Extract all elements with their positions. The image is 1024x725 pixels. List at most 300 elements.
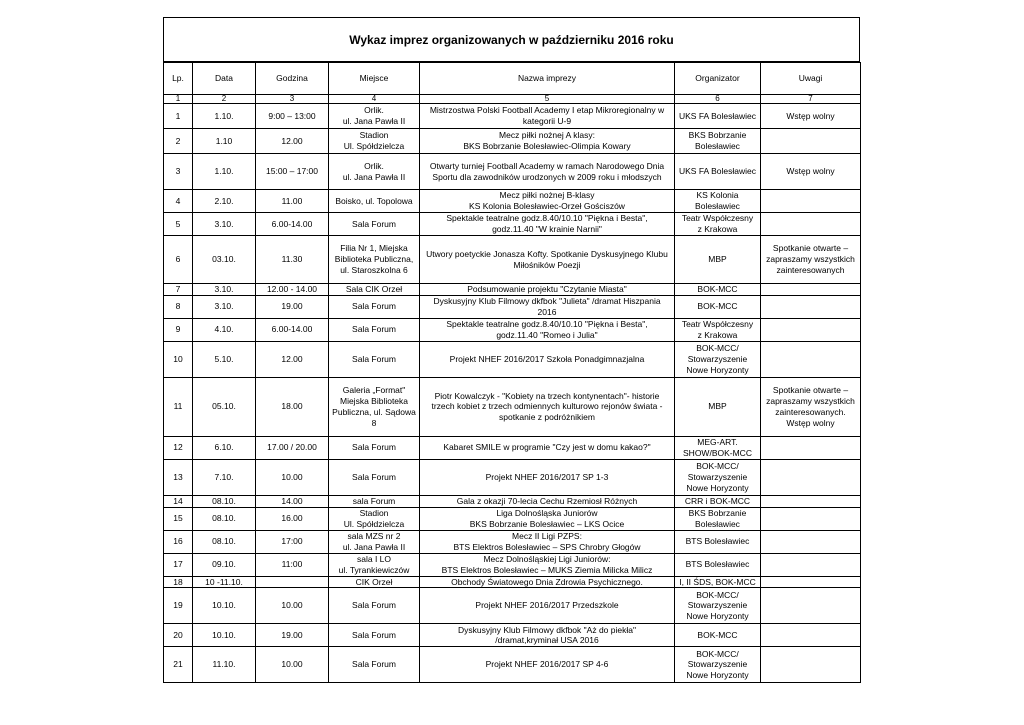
cell-data: 08.10. [193,507,256,530]
cell-lp: 16 [164,530,193,553]
cell-lp: 3 [164,154,193,190]
cell-nazwa-line: Projekt NHEF 2016/2017 Szkoła Ponadgimnazjalna [449,353,645,364]
cell-lp: 9 [164,318,193,341]
cell-lp: 5 [164,213,193,236]
header-row [164,63,861,95]
table-row [164,213,861,236]
cell-data: 11.10. [193,647,256,683]
cell-nazwa-line: Mecz II Ligi PZPS: [512,530,582,541]
cell-organizator-line: BTS Bolesławiec [685,559,750,570]
table-row [164,154,861,190]
cell-organizator [675,341,761,377]
cell-miejsce-line: Orlik. [364,160,384,171]
cell-data: 3.10. [193,284,256,296]
cell-nazwa-line: KS Kolonia Bolesławiec-Orzeł Gościszów [469,201,625,211]
header-lp: Lp. [164,63,193,95]
cell-godzina: 12.00 [256,129,329,154]
cell-lp: 17 [164,553,193,576]
cell-nazwa [420,236,675,284]
cell-nazwa-line: godz.11.40 "Romeo i Julia" [496,329,598,340]
cell-uwagi-line: Wstęp wolny [786,417,835,428]
header-miejsce: Miejsce [329,63,420,95]
cell-nazwa [420,377,675,436]
cell-organizator-line: BOK-MCC [697,301,738,312]
cell-miejsce-line: Sala Forum [352,629,396,640]
cell-organizator-line: Nowe Horyzonty [686,611,749,622]
cell-miejsce [329,588,420,624]
cell-lp: 12 [164,436,193,459]
cell-organizator-line: BTS Bolesławiec [685,536,750,547]
cell-nazwa [420,284,675,296]
cell-miejsce [329,553,420,576]
column-number: 4 [329,95,420,104]
cell-organizator-line: I, II ŚDS, BOK-MCC [679,576,756,587]
cell-miejsce-line: Sala Forum [352,324,396,335]
cell-nazwa-line: Mecz piłki nożnej B-klasy [499,190,595,201]
cell-godzina: 6.00-14.00 [256,318,329,341]
cell-organizator [675,647,761,683]
cell-organizator [675,213,761,236]
cell-data: 10.10. [193,624,256,647]
cell-godzina: 10.00 [256,588,329,624]
cell-lp: 15 [164,507,193,530]
cell-nazwa-line: Spektakle teatralne godz.8.40/10.10 "Piękna i Besta", [446,319,648,329]
cell-nazwa-line: BTS Elektros Bolesławiec – SPS Chrobry Głogów [453,541,641,552]
table-row [164,436,861,459]
cell-godzina: 10.00 [256,459,329,495]
cell-data: 3.10. [193,295,256,318]
column-number-row [164,95,861,104]
cell-miejsce [329,295,420,318]
cell-organizator-line: BOK-MCC/ [696,461,739,472]
cell-uwagi-line: zapraszamy wszystkich [766,396,855,406]
cell-uwagi [761,436,861,459]
cell-miejsce-line: Sala Forum [352,301,396,312]
cell-uwagi [761,459,861,495]
cell-uwagi-line: zainteresowanych [776,264,845,275]
events-table [163,62,861,683]
cell-organizator-line: z Krakowa [697,329,738,340]
cell-data: 1.10 [193,129,256,154]
cell-uwagi [761,104,861,129]
cell-godzina: 19.00 [256,624,329,647]
cell-data: 09.10. [193,553,256,576]
cell-godzina: 11:00 [256,553,329,576]
cell-miejsce-line: 8 [371,417,377,428]
cell-uwagi [761,588,861,624]
cell-godzina: 18.00 [256,377,329,436]
cell-nazwa [420,588,675,624]
table-row [164,553,861,576]
cell-organizator-line: KS Kolonia [696,190,739,201]
cell-godzina: 11.30 [256,236,329,284]
cell-organizator-line: Nowe Horyzonty [686,364,749,375]
cell-lp: 21 [164,647,193,683]
cell-miejsce-line: Sala Forum [352,353,396,364]
cell-miejsce-line: Ul. Spółdzielcza [343,518,405,529]
cell-data: 08.10. [193,495,256,507]
cell-uwagi [761,295,861,318]
cell-godzina: 15:00 – 17:00 [256,154,329,190]
cell-lp: 1 [164,104,193,129]
table-row [164,495,861,507]
document-title: Wykaz imprez organizowanych w październiku 2016 roku [349,32,674,47]
cell-nazwa-line: Projekt NHEF 2016/2017 SP 1-3 [485,471,609,482]
cell-uwagi [761,190,861,213]
cell-lp: 19 [164,588,193,624]
cell-nazwa-line: Miłośników Poezji [513,259,581,270]
cell-lp: 14 [164,495,193,507]
table-row [164,377,861,436]
cell-miejsce-line: ul. Tyrankiewiczów [338,564,410,575]
cell-organizator-line: Teatr Współczesny [681,319,754,329]
cell-nazwa [420,190,675,213]
cell-organizator [675,436,761,459]
cell-lp: 4 [164,190,193,213]
cell-miejsce-line: Sala CIK Orzeł [345,284,403,294]
cell-miejsce [329,647,420,683]
cell-nazwa-line: Gala z okazji 70-lecia Cechu Rzemiosł Różnych [456,495,638,506]
cell-data: 10 -11.10. [193,576,256,588]
cell-data: 1.10. [193,154,256,190]
cell-lp: 8 [164,295,193,318]
cell-lp: 2 [164,129,193,154]
header-uwagi: Uwagi [761,63,861,95]
cell-organizator-line: BOK-MCC [697,629,738,640]
cell-miejsce [329,341,420,377]
cell-organizator [675,190,761,213]
cell-godzina: 16.00 [256,507,329,530]
cell-nazwa [420,530,675,553]
table-row [164,624,861,647]
cell-uwagi [761,154,861,190]
cell-organizator-line: z Krakowa [697,224,738,234]
cell-godzina: 9:00 – 13:00 [256,104,329,129]
cell-organizator-line: Bolesławiec [695,201,740,211]
header-godzina: Godzina [256,63,329,95]
cell-godzina: 19.00 [256,295,329,318]
cell-nazwa-line: Mecz piłki nożnej A klasy: [499,130,595,141]
cell-miejsce-line: sala Forum [352,495,396,506]
cell-organizator [675,459,761,495]
cell-godzina: 17:00 [256,530,329,553]
table-row [164,190,861,213]
cell-godzina: 11.00 [256,190,329,213]
cell-nazwa-line: Spektakle teatralne godz.8.40/10.10 "Piękna i Besta", [446,213,648,224]
cell-uwagi [761,576,861,588]
cell-nazwa-line: Dyskusyjny Klub Filmowy dkfbok "Aż do piekła" [458,624,636,635]
cell-organizator [675,588,761,624]
cell-miejsce-line: ul. Jana Pawła II [342,116,406,126]
cell-miejsce-line: CIK Orzeł [355,576,393,587]
cell-miejsce [329,104,420,129]
cell-miejsce-line: Publiczna, ul. Sądowa [332,406,416,417]
cell-uwagi [761,553,861,576]
cell-organizator-line: Stowarzyszenie [687,659,748,670]
cell-miejsce [329,284,420,296]
header-organizator: Organizator [675,63,761,95]
cell-nazwa-line: Mistrzostwa Polski Football Academy I etap Mikroregionalny w [429,105,665,116]
cell-organizator [675,624,761,647]
cell-organizator-line: Teatr Współczesny [681,213,754,224]
cell-organizator-line: MEG-ART. [697,437,738,447]
cell-nazwa [420,495,675,507]
cell-uwagi [761,495,861,507]
cell-miejsce-line: Galeria „Format" [342,385,406,396]
table-row [164,295,861,318]
cell-miejsce-line: ul. Staroszkolna 6 [340,264,408,275]
cell-nazwa-line: spotkanie z podróżnikiem [499,412,595,423]
cell-organizator-line: UKS FA Bolesławiec [678,110,756,121]
cell-uwagi [761,318,861,341]
table-row [164,104,861,129]
column-number: 1 [164,95,193,104]
cell-nazwa [420,213,675,236]
cell-miejsce [329,236,420,284]
cell-nazwa-line: Projekt NHEF 2016/2017 SP 4-6 [485,659,609,670]
header-data: Data [193,63,256,95]
cell-uwagi-line: zainteresowanych. [775,406,846,417]
cell-organizator-line: CRR i BOK-MCC [684,495,751,506]
cell-nazwa-line: Kabaret SMILE w programie "Czy jest w domu kakao?" [443,442,651,453]
cell-nazwa-line: godz.11.40 "W krainie Narnii" [492,224,602,234]
cell-uwagi [761,530,861,553]
cell-miejsce [329,495,420,507]
cell-nazwa-line: BTS Elektros Bolesławiec – MUKS Ziemia Milicka Milicz [441,564,653,575]
cell-organizator-line: BKS Bobrzanie [688,130,747,141]
cell-nazwa-line: Utwory poetyckie Jonasza Kofty. Spotkanie Dyskusyjnego Klubu [426,248,668,259]
cell-uwagi [761,284,861,296]
table-row [164,236,861,284]
cell-lp: 7 [164,284,193,296]
cell-godzina: 6.00-14.00 [256,213,329,236]
cell-miejsce-line: Biblioteka Publiczna, [334,254,414,265]
cell-miejsce-line: Miejska Biblioteka [339,396,409,406]
cell-data: 03.10. [193,236,256,284]
cell-miejsce-line: ul. Jana Pawła II [342,171,406,182]
cell-uwagi [761,213,861,236]
cell-organizator-line: MBP [708,254,727,265]
cell-data: 7.10. [193,459,256,495]
cell-nazwa [420,154,675,190]
cell-nazwa-line: 2016 [537,306,557,317]
cell-organizator-line: Bolesławiec [695,518,740,529]
cell-data: 5.10. [193,341,256,377]
cell-nazwa-line: Sportu dla zawodników urodzonych w 2009 roku i młodszych [432,171,662,182]
cell-miejsce [329,530,420,553]
cell-nazwa-line: kategorii U-9 [522,116,572,126]
cell-uwagi [761,507,861,530]
cell-organizator [675,104,761,129]
cell-uwagi [761,647,861,683]
cell-miejsce [329,213,420,236]
cell-miejsce-line: Sala Forum [352,659,396,670]
cell-miejsce [329,129,420,154]
cell-miejsce-line: Sala Forum [352,471,396,482]
cell-organizator-line: BOK-MCC/ [696,589,739,600]
cell-organizator-line: BOK-MCC/ [696,648,739,659]
table-row [164,129,861,154]
cell-miejsce [329,154,420,190]
cell-nazwa [420,295,675,318]
cell-miejsce-line: sala I LO [356,553,392,564]
cell-miejsce [329,436,420,459]
cell-data: 3.10. [193,213,256,236]
cell-organizator [675,377,761,436]
cell-data: 08.10. [193,530,256,553]
cell-miejsce [329,459,420,495]
cell-organizator-line: Stowarzyszenie [687,471,748,482]
cell-lp: 18 [164,576,193,588]
table-row [164,647,861,683]
cell-nazwa-line: Obchody Światowego Dnia Zdrowia Psychicznego. [451,576,643,587]
cell-organizator [675,284,761,296]
cell-godzina: 17.00 / 20.00 [256,436,329,459]
cell-organizator-line: Nowe Horyzonty [686,670,749,681]
cell-organizator-line: UKS FA Bolesławiec [678,166,756,177]
cell-organizator [675,318,761,341]
cell-organizator-line: Stowarzyszenie [687,600,748,611]
cell-miejsce-line: Sala Forum [352,442,396,453]
cell-data: 6.10. [193,436,256,459]
cell-lp: 13 [164,459,193,495]
cell-uwagi-line: Wstęp wolny [786,110,835,121]
cell-nazwa [420,624,675,647]
cell-uwagi-line: Spotkanie otwarte – [772,385,849,396]
cell-miejsce-line: Orlik. [364,105,384,116]
cell-data: 1.10. [193,104,256,129]
cell-nazwa [420,436,675,459]
cell-organizator-line: Nowe Horyzonty [686,482,749,493]
cell-miejsce-line: Stadion [359,507,389,518]
cell-uwagi-line: Spotkanie otwarte – [772,243,849,254]
column-number: 3 [256,95,329,104]
cell-uwagi [761,129,861,154]
cell-godzina [256,576,329,588]
title-box [163,17,860,62]
cell-miejsce-line: ul. Jana Pawła II [342,541,406,552]
cell-uwagi-line: zapraszamy wszystkich [766,254,855,265]
cell-organizator-line: MBP [708,401,727,412]
cell-nazwa-line: BKS Bobrzanie Bolesławiec – LKS Ocice [469,518,625,529]
table-row [164,507,861,530]
cell-miejsce-line: Boisko, ul. Topolowa [335,195,413,206]
cell-organizator [675,530,761,553]
cell-uwagi [761,236,861,284]
cell-organizator [675,295,761,318]
cell-godzina: 12.00 [256,341,329,377]
cell-nazwa [420,553,675,576]
column-number: 6 [675,95,761,104]
cell-nazwa [420,507,675,530]
cell-miejsce-line: Sala Forum [352,218,396,229]
cell-nazwa [420,647,675,683]
cell-nazwa-line: Dyskusyjny Klub Filmowy dkfbok "Julieta" /dramat Hiszpania [433,296,661,306]
cell-miejsce-line: Sala Forum [352,600,396,611]
cell-nazwa-line: /dramat,kryminał USA 2016 [495,635,599,646]
table-row [164,588,861,624]
cell-miejsce [329,318,420,341]
column-number: 5 [420,95,675,104]
cell-miejsce-line: sala MZS nr 2 [347,530,401,541]
cell-uwagi [761,341,861,377]
cell-organizator-line: Bolesławiec [695,141,740,151]
cell-organizator [675,154,761,190]
cell-nazwa-line: Mecz Dolnośląskiej Ligi Juniorów: [483,553,611,564]
cell-miejsce [329,576,420,588]
cell-nazwa-line: Liga Dolnośląska Juniorów [496,507,598,518]
table-row [164,318,861,341]
document-sheet [163,17,860,683]
cell-uwagi-line: Wstęp wolny [786,166,835,177]
cell-organizator-line: BOK-MCC [697,284,738,294]
cell-lp: 20 [164,624,193,647]
cell-organizator [675,236,761,284]
cell-organizator-line: Stowarzyszenie [687,353,748,364]
cell-lp: 11 [164,377,193,436]
cell-lp: 10 [164,341,193,377]
cell-organizator-line: SHOW/BOK-MCC [683,447,752,458]
cell-godzina: 12.00 - 14.00 [256,284,329,296]
table-row [164,459,861,495]
table-row [164,284,861,296]
cell-nazwa-line: BKS Bobrzanie Bolesławiec-Olimpia Kowary [463,141,631,151]
cell-nazwa-line: trzech kobiet z trzech odmiennych kulturowo rejonów świata - [431,401,663,412]
cell-godzina: 14.00 [256,495,329,507]
header-nazwa: Nazwa imprezy [420,63,675,95]
table-row [164,530,861,553]
cell-nazwa [420,341,675,377]
cell-organizator [675,507,761,530]
cell-nazwa [420,318,675,341]
cell-organizator-line: BKS Bobrzanie [688,507,747,518]
cell-lp: 6 [164,236,193,284]
cell-nazwa [420,576,675,588]
cell-data: 2.10. [193,190,256,213]
cell-miejsce [329,507,420,530]
cell-miejsce-line: Filia Nr 1, Miejska [340,243,408,254]
cell-uwagi [761,624,861,647]
cell-miejsce-line: Stadion [359,130,389,141]
table-body [164,104,861,683]
cell-nazwa-line: Otwarty turniej Football Academy w ramach Narodowego Dnia [429,160,665,171]
table-row [164,576,861,588]
cell-organizator [675,553,761,576]
cell-nazwa-line: Projekt NHEF 2016/2017 Przedszkole [475,600,619,611]
cell-miejsce [329,190,420,213]
column-number: 2 [193,95,256,104]
cell-nazwa-line: Podsumowanie projektu "Czytanie Miasta" [467,284,627,294]
cell-organizator-line: BOK-MCC/ [696,343,739,354]
cell-organizator [675,129,761,154]
cell-organizator [675,576,761,588]
cell-nazwa [420,104,675,129]
cell-miejsce [329,377,420,436]
column-number: 7 [761,95,861,104]
cell-miejsce-line: Ul. Spółdzielcza [343,141,405,151]
cell-nazwa [420,459,675,495]
table-row [164,341,861,377]
cell-data: 10.10. [193,588,256,624]
cell-nazwa [420,129,675,154]
cell-data: 4.10. [193,318,256,341]
cell-data: 05.10. [193,377,256,436]
cell-uwagi [761,377,861,436]
cell-miejsce [329,624,420,647]
cell-nazwa-line: Piotr Kowalczyk - "Kobiety na trzech kontynentach"- historie [434,390,660,401]
cell-godzina: 10.00 [256,647,329,683]
cell-organizator [675,495,761,507]
